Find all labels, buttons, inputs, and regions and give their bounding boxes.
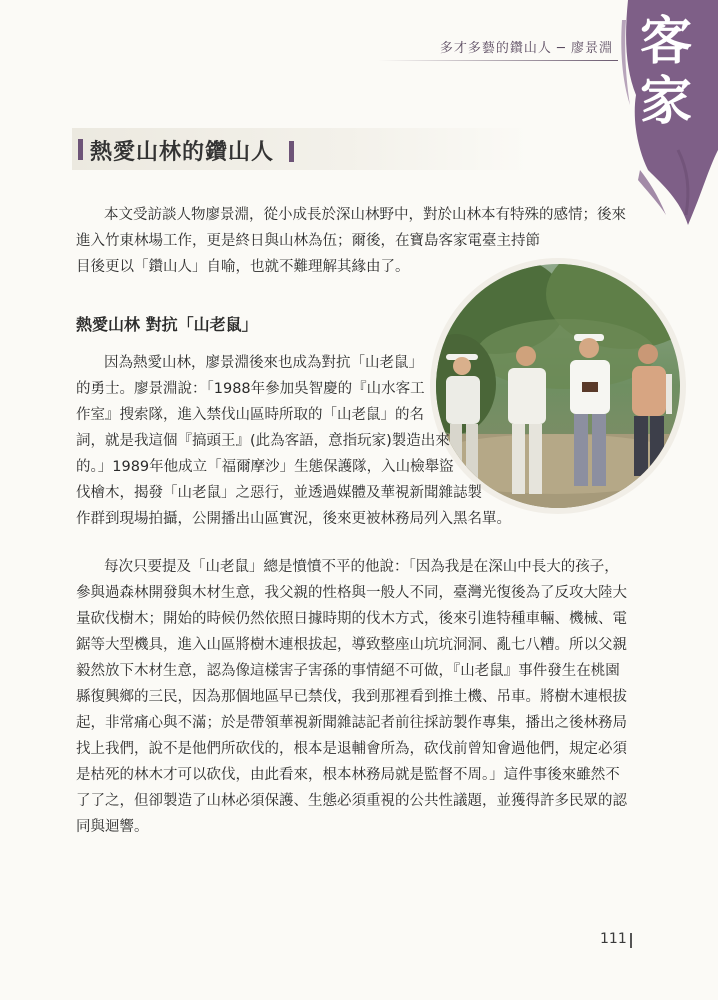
para1-line-3: 作室』搜索隊，進入禁伐山區時所取的「山老鼠」的名	[76, 407, 424, 423]
section-title-box	[72, 128, 530, 170]
intro-line-1: 本文受訪談人物廖景淵，從小成長於深山林野中，對於山林本有特殊的感情；後來	[104, 207, 626, 223]
outdoor-group-photo	[436, 264, 680, 508]
para2-line-7: 起，非常痛心與不滿；於是帶領華視新聞雜誌記者前往採訪製作專集，播出之後林務局	[76, 715, 627, 731]
section-title-text: 熱愛山林的鑽山人	[90, 140, 275, 165]
banner-char-1: 客	[639, 11, 694, 72]
intro-line-2: 進入竹東林場工作，更是終日與山林為伍；爾後，在寶島客家電臺主持節	[76, 233, 540, 249]
photo-illustration	[436, 264, 680, 508]
photo-frame	[430, 258, 686, 514]
page-number: 111	[600, 931, 627, 947]
para2-line-5: 毅然放下木材生意，認為像這樣害子害孫的事情絕不可做，『山老鼠』事件發生在桃園	[76, 663, 620, 679]
title-bar-right	[289, 141, 294, 162]
para1-line-6: 伐檜木，揭發「山老鼠」之惡行，並透過媒體及華視新聞雜誌製	[76, 485, 482, 501]
para2-line-4: 鋸等大型機具，進入山區將樹木連根拔起，導致整座山坑坑洞洞、亂七八糟。所以父親	[76, 637, 627, 653]
title-bar-left	[78, 139, 83, 160]
para2-line-6: 縣復興鄉的三民，因為那個地區早已禁伐，我到那裡看到推土機、吊車。將樹木連根拔	[76, 689, 627, 705]
para1-line-2: 的勇士。廖景淵說：「1988年參加吳智慶的『山水客工	[76, 381, 425, 397]
para1-line-4: 詞，就是我這個『搞頭王』(此為客語，意指玩家)製造出來	[76, 433, 450, 449]
para2-line-3: 量砍伐樹木；開始的時候仍然依照日據時期的伐木方式，後來引進特種車輛、機械、電	[76, 611, 627, 627]
para2-line-11: 同與迴響。	[76, 819, 149, 835]
banner-char-2: 家	[639, 71, 694, 132]
subsection-heading: 熱愛山林 對抗「山老鼠」	[76, 315, 258, 334]
para1-line-1: 因為熱愛山林，廖景淵後來也成為對抗「山老鼠」	[104, 355, 423, 371]
para2-line-9: 是枯死的林木才可以砍伐，由此看來，根本林務局就是監督不周。」這件事後來雖然不	[76, 767, 620, 783]
brush-banner	[618, 0, 718, 230]
para2-line-8: 找上我們，說不是他們所砍伐的，根本是退輔會所為，砍伐前曾知會過他們，規定必須	[76, 741, 627, 757]
intro-line-3: 目後更以「鑽山人」自喻，也就不難理解其緣由了。	[76, 259, 410, 275]
banner-text	[632, 12, 702, 132]
running-header: 多才多藝的鑽山人 ─ 廖景淵	[439, 41, 613, 56]
page-number-bar	[630, 933, 632, 948]
header-rule	[378, 60, 618, 61]
para2-line-1: 每次只要提及「山老鼠」總是憤憤不平的他說：「因為我是在深山中長大的孩子，	[104, 559, 619, 575]
para2-line-10: 了了之，但卻製造了山林必須保護、生態必須重視的公共性議題，並獲得許多民眾的認	[76, 793, 627, 809]
para1-line-5: 的。」1989年他成立「福爾摩沙」生態保護隊，入山檢舉盜	[76, 459, 454, 475]
section-title	[90, 135, 294, 166]
para1-line-7: 作群到現場拍攝，公開播出山區實況，後來更被林務局列入黑名單。	[76, 511, 511, 527]
para2-line-2: 參與過森林開發與木材生意，我父親的性格與一般人不同，臺灣光復後為了反攻大陸大	[76, 585, 627, 601]
